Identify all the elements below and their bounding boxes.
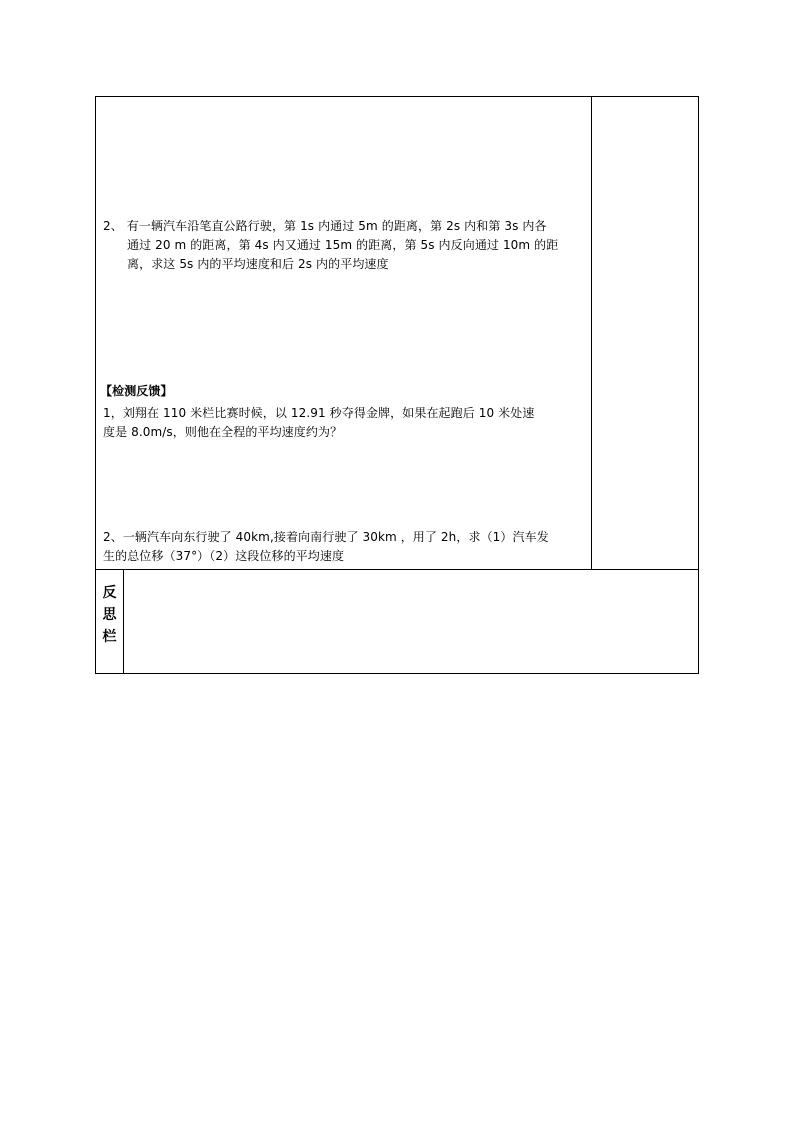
reflection-char-1: 反 <box>102 585 117 601</box>
feedback-q1-line-2: 度是 8.0m/s，则他在全程的平均速度约为？ <box>103 425 343 439</box>
problem-2-line-1: 2、 有一辆汽车沿笔直公路行驶，第 1s 内通过 5m 的距离，第 2s 内和第 3s 内各 <box>103 219 547 233</box>
feedback-heading: 【检测反馈】 <box>100 384 173 398</box>
notes-column-divider <box>591 96 592 569</box>
worksheet-table <box>95 96 699 674</box>
problem-2-line-3: 离，求这 5s 内的平均速度和后 2s 内的平均速度 <box>127 257 389 271</box>
feedback-question-1 <box>103 404 534 442</box>
feedback-q2-line-1: 2、一辆汽车向东行驶了 40km,接着向南行驶了 30km ，用了 2h，求（1）汽车发 <box>103 530 549 544</box>
feedback-question-2 <box>103 528 549 566</box>
feedback-q1-line-1: 1，刘翔在 110 米栏比赛时候，以 12.91 秒夺得金牌，如果在起跑后 10 米处速 <box>103 406 535 420</box>
reflection-row-divider <box>95 569 699 570</box>
problem-2-line-2: 通过 20 m 的距离，第 4s 内又通过 15m 的距离，第 5s 内反向通过 10m 的距 <box>127 238 559 252</box>
reflection-char-3: 栏 <box>102 629 117 645</box>
reflection-label <box>96 570 123 673</box>
problem-2 <box>103 217 558 274</box>
reflection-char-2: 思 <box>102 607 117 623</box>
reflection-label-divider <box>123 569 124 674</box>
feedback-q2-line-2: 生的总位移（37°）（2）这段位移的平均速度 <box>103 549 345 563</box>
